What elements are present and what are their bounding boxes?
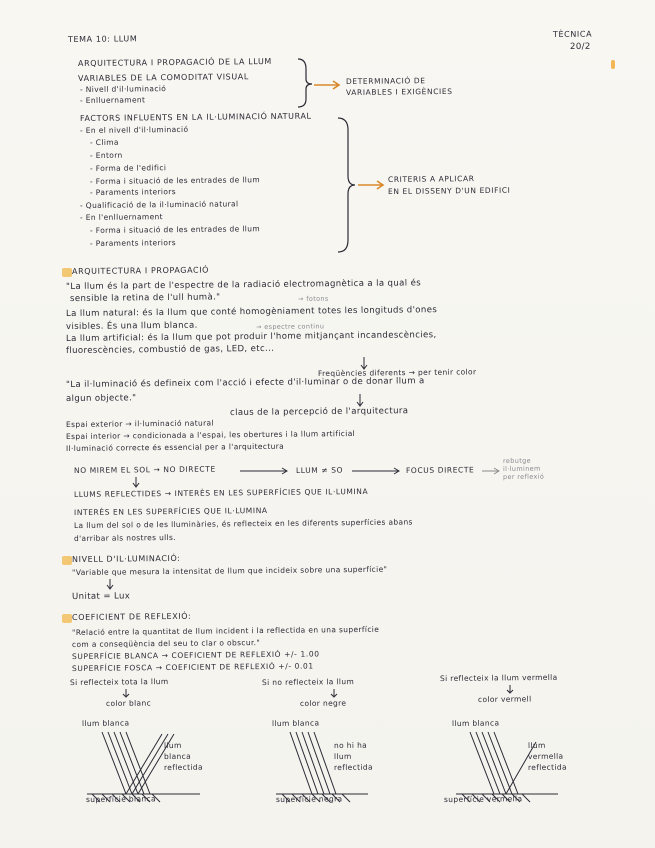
- section1-p1: "La llum és la part de l'espectre de la radiació electromagnètica a la qual és: [65, 278, 422, 292]
- section1-p5: La llum artificial: és la llum que pot produir l'home mitjançant incandescències,: [65, 330, 437, 344]
- section3-p2: com a conseqüència del seu to clar o obscur.": [71, 638, 261, 649]
- d3-in: llum blanca: [451, 718, 500, 728]
- d3-out3: reflectida: [527, 762, 567, 772]
- d2-out1: no hi ha: [333, 740, 368, 750]
- section1-p4-note: → espectre continu: [255, 322, 325, 331]
- section1-p8: algun objecte.": [65, 393, 137, 404]
- section1-p6: fluorescències, combustió de gas, LED, etc...: [65, 343, 275, 356]
- d1-out1: llum: [163, 740, 182, 750]
- highlighter-mark: [611, 60, 615, 69]
- section1-p13c: FOCUS DIRECTE: [405, 465, 475, 475]
- factors-item-3: - Forma de l'edifici: [89, 163, 167, 173]
- section3-highlight: [62, 614, 72, 623]
- d3-top: Si reflecteix la llum vermella: [439, 672, 558, 683]
- section3-p3: SUPERFÍCIE BLANCA → COEFICIENT DE REFLEXIÓ +/- 1.00: [71, 649, 320, 661]
- d2-surface: superfície negra: [275, 794, 343, 804]
- section2-highlight: [62, 556, 72, 565]
- d1-top: Si reflecteix tota la llum: [69, 676, 169, 687]
- course-label: TÈCNICA: [552, 29, 593, 39]
- brace-2: [336, 116, 358, 256]
- d2-arrow: [330, 688, 338, 698]
- d3-out2: vermella: [527, 751, 564, 761]
- section1-p3: La llum natural: és la llum que conté homogèniament totes les longituds d'ones: [65, 305, 438, 319]
- result1-line1: DETERMINACIÓ DE: [345, 76, 426, 86]
- section1-p16: La llum del sol o de les lluminàries, és reflecteix en les diferents superfícies abans: [73, 517, 413, 530]
- section1-p13-note3: per reflexió: [502, 472, 545, 481]
- d3-arrow: [506, 684, 514, 694]
- d1-surface: superfície blanca: [85, 794, 156, 804]
- d1-out2: blanca: [163, 751, 192, 761]
- section1-p11: Espai interior → condicionada a l'espai, les obertures i la llum artificial: [65, 428, 356, 441]
- section3-p1: "Relació entre la quantitat de llum incident i la reflectida en una superfície: [71, 624, 380, 637]
- section1-p17: d'arribar als nostres ulls.: [73, 532, 177, 543]
- long-arrow-right: [350, 466, 402, 476]
- d1-in: llum blanca: [81, 718, 130, 728]
- section1-p13a: NO MIREM EL SOL → NO DIRECTE: [73, 464, 216, 475]
- section1-p14: LLUMS REFLECTIDES → INTERÈS EN LES SUPERFÍCIES QUE IL·LUMINA: [73, 486, 369, 499]
- intro-title: ARQUITECTURA I PROPAGACIÓ DE LA LLUM: [77, 56, 272, 68]
- section2-p1: "Variable que mesura la intensitat de llum que incideix sobre una superfície": [71, 564, 388, 577]
- d1-out3: reflectida: [163, 762, 203, 772]
- section1-title: ARQUITECTURA I PROPAGACIÓ: [71, 265, 210, 276]
- d2-color: color negre: [299, 698, 347, 708]
- section1-freq: Freqüències diferents → per tenir color: [317, 367, 477, 378]
- section1-p7: "La il·luminació és defineix com l'acció i efecte d'il·luminar o de donar llum a: [65, 376, 425, 390]
- comfort-item-1: - Nivell d'il·luminació: [79, 84, 167, 94]
- section1-highlight: [62, 268, 72, 277]
- result2-line2: EN EL DISSENY D'UN EDIFICI: [387, 185, 511, 196]
- section1-p12: Il·luminació correcte és essencial per a l'arquitectura: [65, 441, 285, 453]
- section1-p10: Espai exterior → il·luminació natural: [65, 418, 214, 429]
- section1-p2-note: → fotons: [297, 294, 329, 303]
- section3-title: COEFICIENT DE REFLEXIÓ:: [71, 611, 192, 622]
- d2-out2: llum: [333, 751, 352, 761]
- down-arrow-4: [106, 578, 114, 590]
- section1-p9: claus de la percepció de l'arquitectura: [229, 406, 409, 418]
- section1-p4: visibles. És una llum blanca.: [65, 320, 198, 332]
- d1-arrow: [122, 688, 130, 698]
- result1-line2: VARIABLES I EXIGÈNCIES: [345, 86, 453, 97]
- factors-sub1: - En el nivell d'il·luminació: [79, 124, 189, 135]
- section3-p4: SUPERFÍCIE FOSCA → COEFICIENT DE REFLEXIÓ +/- 0.01: [71, 661, 314, 673]
- factors-title: FACTORS INFLUENTS EN LA IL·LUMINACIÓ NATURAL: [79, 111, 312, 123]
- d3-out1: llum: [527, 740, 546, 750]
- section2-title: NIVELL D'IL·LUMINACIÓ:: [71, 553, 181, 564]
- factors-item-4: - Forma i situació de les entrades de llum: [89, 175, 261, 186]
- section1-p13-note1: rebutge: [502, 456, 531, 465]
- arrow-2: [356, 180, 386, 190]
- date-label: 20/2: [569, 41, 591, 52]
- d3-color: color vermell: [477, 694, 532, 704]
- factors-item-1: - Clima: [89, 137, 119, 147]
- section1-p13-note2: il·luminem: [502, 464, 541, 473]
- factors-item2-2: - Paraments interiors: [89, 238, 176, 248]
- section1-p15: INTERÈS EN LES SUPERFÍCIES QUE IL·LUMINA: [73, 505, 268, 517]
- comfort-title: VARIABLES DE LA COMODITAT VISUAL: [77, 72, 249, 83]
- arrow-1: [312, 80, 342, 90]
- factors-sub3: - En l'enlluernament: [79, 212, 163, 222]
- result2-line1: CRITERIS A APLICAR: [387, 174, 475, 184]
- long-arrow-left: [238, 466, 290, 476]
- section1-p2: sensible la retina de l'ull humà.": [69, 292, 221, 304]
- d2-out3: reflectida: [333, 762, 373, 772]
- down-arrow-3: [132, 476, 140, 488]
- d3-surface: superfície vermella: [443, 794, 523, 804]
- d2-top: Si no reflecteix la llum: [261, 677, 355, 687]
- factors-sub2: - Qualificació de la il·luminació natural: [79, 199, 239, 210]
- d1-color: color blanc: [105, 698, 152, 708]
- short-arrow-right: [480, 466, 502, 476]
- factors-item2-1: - Forma i situació de les entrades de llum: [89, 224, 261, 235]
- d2-in: llum blanca: [271, 718, 320, 728]
- section2-p2: Unitat = Lux: [71, 591, 131, 602]
- topic-title: TEMA 10: LLUM: [67, 34, 138, 44]
- section1-p13b: LLUM ≠ SO: [295, 465, 344, 475]
- down-arrow-2: [356, 393, 364, 407]
- factors-item-5: - Paraments interiors: [89, 187, 176, 197]
- comfort-item-2: - Enlluernament: [79, 95, 146, 105]
- factors-item-2: - Entorn: [89, 150, 123, 160]
